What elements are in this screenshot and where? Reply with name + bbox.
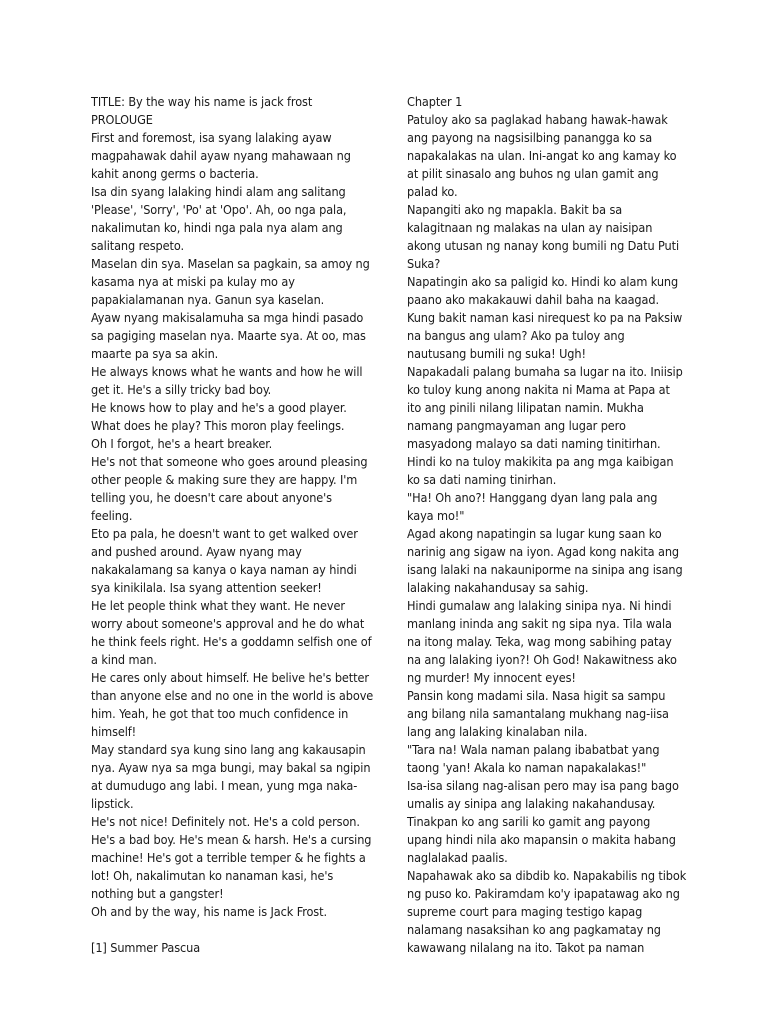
document-title: TITLE: By the way his name is jack frost xyxy=(91,94,313,109)
paragraph: "Tara na! Wala naman palang ibabatbat yang taong 'yan! Akala ko naman napakalakas!" xyxy=(407,742,660,775)
paragraph: Tinakpan ko ang sarili ko gamit ang payong upang hindi nila ako mapansin o makita habang naglalakad paalis. xyxy=(407,814,676,865)
paragraph: Eto pa pala, he doesn't want to get walked over and pushed around. Ayaw nyang may nakakalamang sa kanya o kaya naman ay hindi sya kinikilala. Isa syang attention seeker! xyxy=(91,526,358,595)
section-heading-prologue: PROLOUGE xyxy=(91,112,153,127)
paragraph: Napahawak ako sa dibdib ko. Napakabilis ng tibok ng puso ko. Pakiramdam ko'y ipapatawag ako ng supreme court para maging testigo kapag nalamang nasaksihan ko ang pagkamatay ng kawawang nilalang na ito. Takot pa naman xyxy=(407,868,687,955)
right-column xyxy=(407,93,687,957)
blank-line xyxy=(91,921,376,939)
paragraph: He's not nice! Definitely not. He's a cold person. He's a bad boy. He's mean & harsh. He's a cursing machine! He's got a terrible temper & he fights a lot! Oh, nakalimutan ko nanaman kasi, he's nothing but a gangster! xyxy=(91,814,372,901)
paragraph: Hindi gumalaw ang lalaking sinipa nya. Ni hindi manlang ininda ang sakit ng sipa nya. Tila wala na itong malay. Teka, wag mong sabihing patay na ang lalaking iyon?! Oh God! Nakawitness ako ng murder! My innocent eyes! xyxy=(407,598,677,685)
paragraph: Napatingin ako sa paligid ko. Hindi ko alam kung paano ako makakauwi dahil baha na kaagad. Kung bakit naman kasi nirequest ko pa na Paksiw na bangus ang ulam? Ako pa tuloy ang nautusang bumili ng suka! Ugh! xyxy=(407,274,683,361)
left-column xyxy=(91,93,376,957)
paragraph: Isa din syang lalaking hindi alam ang salitang 'Please', 'Sorry', 'Po' at 'Opo'. Ah, oo nga pala, nakalimutan ko, hindi nga pala nya alam ang salitang respeto. xyxy=(91,184,347,253)
paragraph: He always knows what he wants and how he will get it. He's a silly tricky bad boy. xyxy=(91,364,363,397)
paragraph: He's not that someone who goes around pleasing other people & making sure they are happy. I'm telling you, he doesn't care about anyone's feeling. xyxy=(91,454,368,523)
paragraph: May standard sya kung sino lang ang kakausapin nya. Ayaw nya sa mga bungi, may bakal sa ngipin at dumudugo ang labi. I mean, yung mga naka-lipstick. xyxy=(91,742,371,811)
paragraph: Pansin kong madami sila. Nasa higit sa sampu ang bilang nila samantalang mukhang nag-iisa lang ang lalaking kinalaban nila. xyxy=(407,688,669,739)
paragraph: First and foremost, isa syang lalaking ayaw magpahawak dahil ayaw nyang mahawaan ng kahit anong germs o bacteria. xyxy=(91,130,351,181)
paragraph: Napangiti ako ng mapakla. Bakit ba sa kalagitnaan ng malakas na ulan ay naisipan akong utusan ng nanay kong bumili ng Datu Puti Suka? xyxy=(407,202,680,271)
footnote-author: [1] Summer Pascua xyxy=(91,940,201,955)
paragraph: He cares only about himself. He belive he's better than anyone else and no one in the world is above him. Yeah, he got that too much confidence in himself! xyxy=(91,670,374,739)
paragraph: "Ha! Oh ano?! Hanggang dyan lang pala ang kaya mo!" xyxy=(407,490,658,523)
chapter-heading: Chapter 1 xyxy=(407,94,463,109)
paragraph: Oh and by the way, his name is Jack Frost. xyxy=(91,904,327,919)
paragraph: Isa-isa silang nag-alisan pero may isa pang bago umalis ay sinipa ang lalaking nakahandusay. xyxy=(407,778,679,811)
paragraph: Oh I forgot, he's a heart breaker. xyxy=(91,436,273,451)
paragraph: Agad akong napatingin sa lugar kung saan ko narinig ang sigaw na iyon. Agad kong nakita ang isang lalaki na nakauniporme na sinipa ang isang lalaking nakahandusay sa sahig. xyxy=(407,526,683,595)
paragraph: Ayaw nyang makisalamuha sa mga hindi pasado sa pagiging maselan nya. Maarte sya. At oo, mas maarte pa sya sa akin. xyxy=(91,310,366,361)
paragraph: Maselan din sya. Maselan sa pagkain, sa amoy ng kasama nya at miski pa kulay mo ay papakialamanan nya. Ganun sya kaselan. xyxy=(91,256,370,307)
paragraph: He knows how to play and he's a good player. What does he play? This moron play feelings. xyxy=(91,400,347,433)
paragraph: Napakadali palang bumaha sa lugar na ito. Iniisip ko tuloy kung anong nakita ni Mama at Papa at ito ang pinili nilang lilipatan namin. Mukha namang pangmayaman ang lugar pero masyadong malayo sa dati naming tinitirhan. Hindi ko na tuloy makikita pa ang mga kaibigan ko sa dati naming tinirhan. xyxy=(407,364,683,487)
paragraph: Patuloy ako sa paglakad habang hawak-hawak ang payong na nagsisilbing panangga ko sa napakalakas na ulan. Ini-angat ko ang kamay ko at pilit sinasalo ang buhos ng ulan gamit ang palad ko. xyxy=(407,112,677,199)
paragraph: He let people think what they want. He never worry about someone's approval and he do what he think feels right. He's a goddamn selfish one of a kind man. xyxy=(91,598,372,667)
